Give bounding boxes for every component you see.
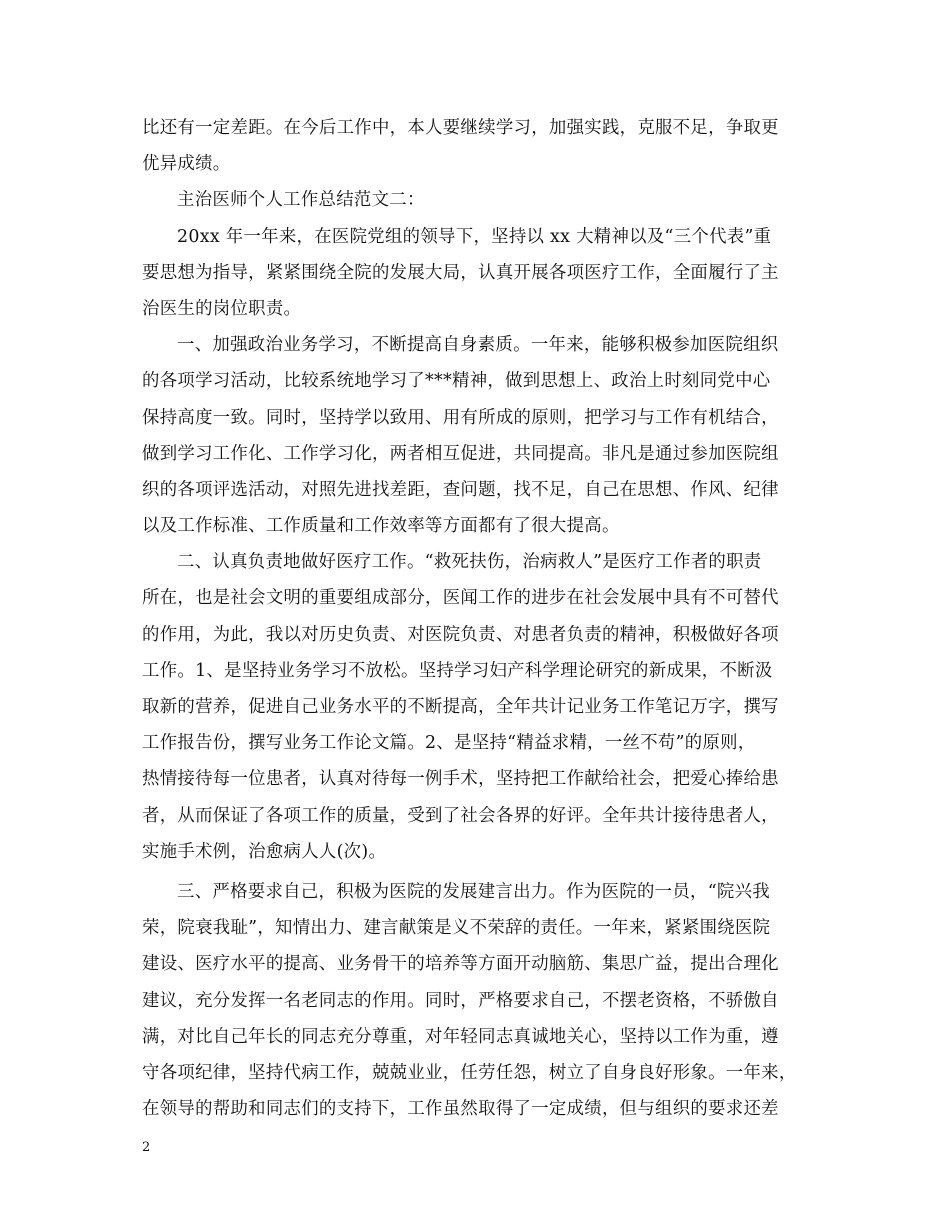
text-line: 的作用，为此，我以对历史负责、对医院负责、对患者负责的精神，积极做好各项	[142, 624, 779, 645]
text-line: 者，从而保证了各项工作的质量，受到了社会各界的好评。全年共计接待患者人，	[142, 805, 779, 826]
text-line: 织的各项评选活动，对照先进找差距，查问题，找不足，自己在思想、作风、纪律	[142, 479, 779, 500]
text-line: 一、加强政治业务学习，不断提高自身素质。一年来，能够积极参加医院组织	[177, 335, 779, 356]
text-line: 所在，也是社会文明的重要组成部分，医闻工作的进步在社会发展中具有不可替代	[142, 588, 779, 609]
text-line: 荣，院衰我耻”，知情出力、建言献策是义不荣辞的责任。一年来，紧紧围绕医院	[142, 918, 771, 939]
text-line: 工作报告份，撰写业务工作论文篇。2、是坚持“精益求精，一丝不苟”的原则，	[142, 733, 756, 754]
text-line: 保持高度一致。同时，坚持学以致用、用有所成的原则，把学习与工作有机结合，	[142, 407, 779, 428]
text-line: 建设、医疗水平的提高、业务骨干的培养等方面开动脑筋、集思广益，提出合理化	[142, 954, 779, 975]
document-body	[142, 110, 832, 1127]
text-line: 实施手术例，治愈病人人(次)。	[142, 841, 387, 862]
section-title: 主治医师个人工作总结范文二：	[177, 190, 425, 211]
text-line: 以及工作标准、工作质量和工作效率等方面都有了很大提高。	[142, 516, 620, 537]
text-line: 二、认真负责地做好医疗工作。“救死扶伤，治病救人”是医疗工作者的职责	[177, 552, 762, 573]
text-line: 工作。1、是坚持业务学习不放松。坚持学习妇产科学理论研究的新成果，不断汲	[142, 660, 773, 681]
text-line: 做到学习工作化、工作学习化，两者相互促进，共同提高。非凡是通过参加医院组	[142, 443, 779, 464]
text-line: 在领导的帮助和同志们的支持下，工作虽然取得了一定成绩，但与组织的要求还差	[142, 1099, 779, 1120]
text-line: 建议，充分发挥一名老同志的作用。同时，严格要求自己，不摆老资格，不骄傲自	[142, 990, 779, 1011]
text-line: 要思想为指导，紧紧围绕全院的发展大局，认真开展各项医疗工作，全面履行了主	[142, 262, 779, 283]
text-line: 满，对比自己年长的同志充分尊重，对年轻同志真诚地关心，坚持以工作为重，遵	[142, 1026, 779, 1047]
page-number: 2	[142, 1140, 151, 1155]
text-line: 三、严格要求自己，积极为医院的发展建言出力。作为医院的一员，“院兴我	[177, 881, 770, 902]
text-line: 20xx 年一年来，在医院党组的领导下，坚持以 xx 大精神以及“三个代表”重	[177, 226, 772, 247]
text-line: 优异成绩。	[142, 154, 231, 175]
text-line: 的各项学习活动，比较系统地学习了***精神，做到思想上、政治上时刻同党中心	[142, 371, 771, 392]
text-line: 比还有一定差距。在今后工作中，本人要继续学习，加强实践，克服不足，争取更	[142, 118, 779, 138]
text-line: 取新的营养，促进自己业务水平的不断提高，全年共计记业务工作笔记万字，撰写	[142, 697, 779, 717]
text-line: 治医生的岗位职责。	[142, 298, 302, 319]
text-line: 守各项纪律，坚持代病工作，兢兢业业，任劳任怨，树立了自身良好形象。一年来，	[142, 1062, 797, 1083]
text-line: 热情接待每一位患者，认真对待每一例手术，坚持把工作献给社会，把爱心捧给患	[142, 769, 779, 790]
